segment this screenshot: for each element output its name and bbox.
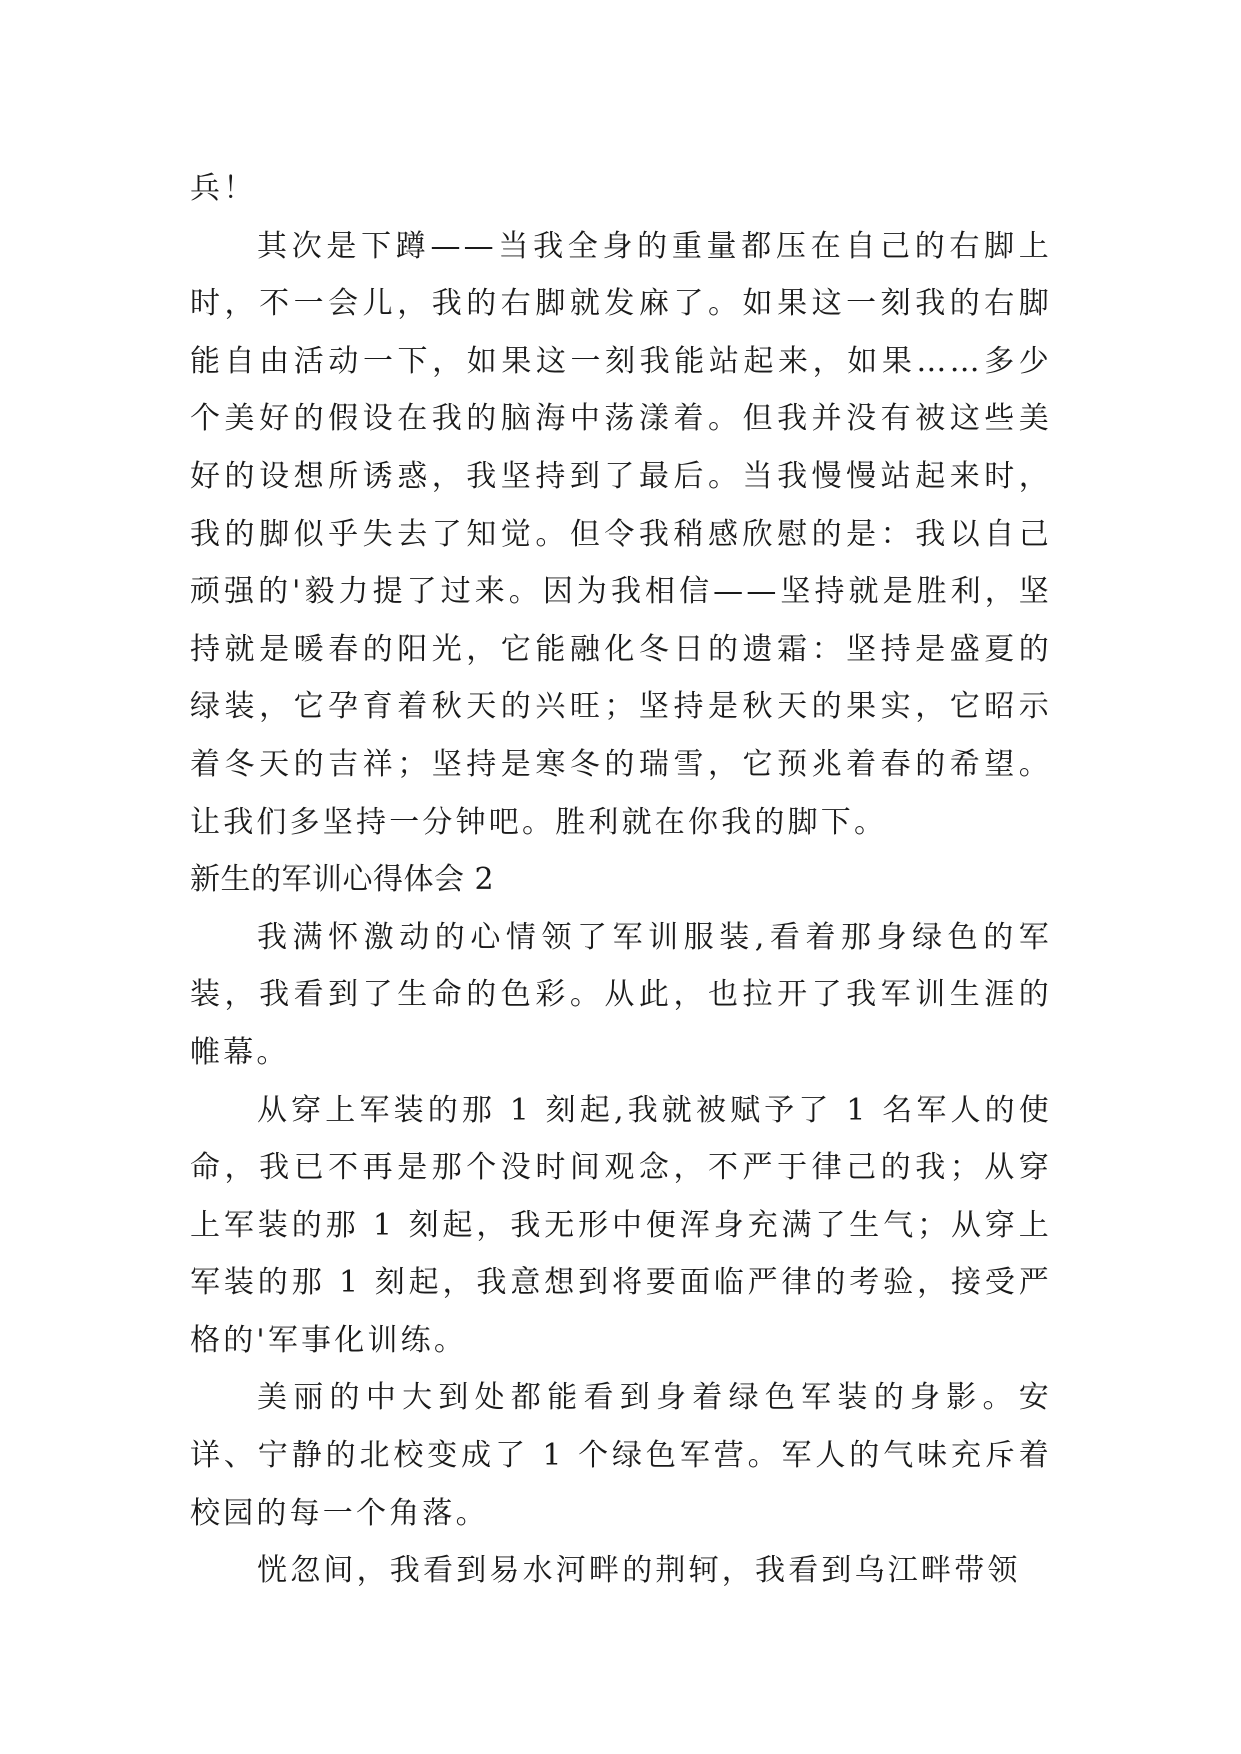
document-body: [190, 160, 1052, 1600]
paragraph-reverie: 恍忽间，我看到易水河畔的荆轲，我看到乌江畔带领: [257, 1553, 1021, 1589]
paragraph-mission: 从穿上军装的那 1 刻起,我就被赋予了 1 名军人的使命，我已不再是那个没时间观念，不严于律己的我；从穿上军装的那 1 刻起，我无形中便浑身充满了生气；从穿上军装的那 1 刻起，我意想到将要面临严律的考验，接受严格的'军事化训练。: [190, 1092, 1052, 1358]
paragraph-campus: 美丽的中大到处都能看到身着绿色军装的身影。安详、宁静的北校变成了 1 个绿色军营。军人的气味充斥着校园的每一个角落。: [190, 1380, 1052, 1531]
paragraph-continuation: 兵！: [190, 171, 257, 206]
section-heading: 新生的军训心得体会 2: [190, 862, 495, 898]
paragraph-squat: 其次是下蹲——当我全身的重量都压在自己的右脚上时，不一会儿，我的右脚就发麻了。如果这一刻我的右脚能自由活动一下，如果这一刻我能站起来，如果……多少个美好的假设在我的脑海中荡漾着。但我并没有被这些美好的设想所诱惑，我坚持到了最后。当我慢慢站起来时，我的脚似乎失去了知觉。但令我稍感欣慰的是：我以自己顽强的'毅力提了过来。因为我相信——坚持就是胜利，坚持就是暖春的阳光，它能融化冬日的遗霜：坚持是盛夏的绿装，它孕育着秋天的兴旺；坚持是秋天的果实，它昭示着冬天的吉祥；坚持是寒冬的瑞雪，它预兆着春的希望。让我们多坚持一分钟吧。胜利就在你我的脚下。: [190, 228, 1052, 840]
paragraph-uniform: 我满怀激动的心情领了军训服装,看着那身绿色的军装，我看到了生命的色彩。从此，也拉开了我军训生涯的帷幕。: [190, 919, 1052, 1070]
